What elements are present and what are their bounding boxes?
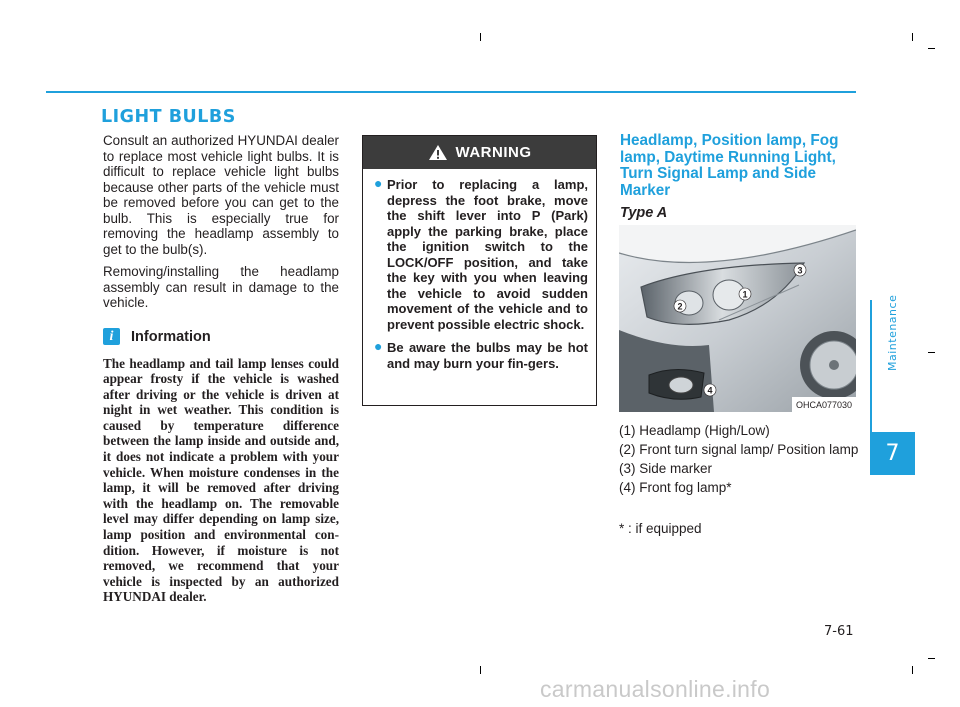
- headlamp-illustration: [619, 225, 856, 412]
- figure-code: OHCA077030: [795, 400, 853, 410]
- callout-4: [704, 384, 716, 396]
- chapter-tab[interactable]: 7: [870, 432, 915, 475]
- bullet-icon: ●: [374, 338, 383, 354]
- crop-mark-right-middle: [928, 352, 935, 353]
- warning-item-text: Be aware the bulbs may be hot and may burn your fin-gers.: [387, 340, 588, 371]
- intro-paragraph: Removing/installing the headlamp assembly can result in damage to the vehicle.: [103, 264, 339, 310]
- intro-paragraph: Consult an authorized HYUNDAI dealer to replace most vehicle light bulbs. It is difficult to replace vehicle light bulbs because other parts of the vehicle must be removed before you can get to the bulb. This is especially true for removing the headlamp assembly to get to the bulb(s).: [103, 133, 339, 257]
- intro-column: [103, 133, 339, 605]
- page-number: 7-61: [824, 624, 854, 639]
- warning-triangle-icon: [428, 144, 448, 161]
- type-label: Type A: [620, 205, 668, 221]
- warning-item: [374, 338, 588, 371]
- headlamp-section-title: Headlamp, Position lamp, Fog lamp, Daytime Running Light, Turn Signal Lamp and Side Marker: [620, 132, 839, 199]
- bullet-icon: ●: [374, 175, 383, 191]
- crop-mark-top-center: [480, 33, 481, 41]
- caption-item: (4) Front fog lamp*: [619, 480, 732, 495]
- warning-header: [363, 136, 596, 169]
- watermark: carmanualsonline.info: [540, 676, 771, 702]
- callout-1: [739, 288, 751, 300]
- warning-box: [362, 135, 597, 406]
- callout-label: 3: [797, 265, 803, 276]
- section-title: LIGHT BULBS: [101, 107, 236, 127]
- caption-item: (2) Front turn signal lamp/ Position lamp: [619, 442, 859, 457]
- warning-item-text: Prior to replacing a lamp, depress the foot brake, move the shift lever into P (Park) apply the parking brake, place the ignition switch to the LOCK/OFF position, and take the key with you when leaving the vehicle to avoid sudden movement of the vehicle and to prevent possible electric shock.: [387, 177, 588, 332]
- caption-item: (3) Side marker: [619, 461, 713, 476]
- callout-label: 2: [677, 301, 683, 312]
- caption-item: (1) Headlamp (High/Low): [619, 423, 770, 438]
- crop-mark-bottom-right: [912, 666, 913, 674]
- equipment-note: * : if equipped: [619, 521, 702, 536]
- crop-mark-top-right: [912, 33, 913, 41]
- warning-list: [363, 169, 596, 371]
- fog-lamp: [669, 377, 693, 393]
- chapter-label: Maintenance: [886, 294, 899, 371]
- callout-2: [674, 300, 686, 312]
- wheel-hub: [829, 360, 839, 370]
- figure-caption-list: [619, 423, 859, 499]
- warning-item: [374, 175, 588, 332]
- information-title: Information: [131, 328, 211, 345]
- crop-mark-right-lower: [928, 658, 935, 659]
- header-rule: [46, 91, 856, 93]
- information-text: The headlamp and tail lamp lenses could appear frosty if the vehicle is washed after driving or the vehicle is driven at night in wet weather. This condition is caused by temperature difference between the lamp inside and outside and, it does not indicate a problem with your vehicle. When moisture condenses in the lamp, it will be removed after driving with the headlamp on. The removable level may differ depending on lamp size, lamp position and environmental con-dition. However, if moisture is not removed, we recommend that your vehicle is inspected by an authorized HYUNDAI dealer.: [103, 355, 339, 605]
- crop-mark-bottom-center: [480, 666, 481, 674]
- info-icon: i: [103, 328, 120, 345]
- warning-title: WARNING: [455, 144, 532, 161]
- callout-label: 1: [742, 289, 748, 300]
- callout-3: [794, 264, 806, 276]
- callout-label: 4: [707, 385, 713, 396]
- crop-mark-right-upper: [928, 48, 935, 49]
- information-header: [103, 328, 339, 346]
